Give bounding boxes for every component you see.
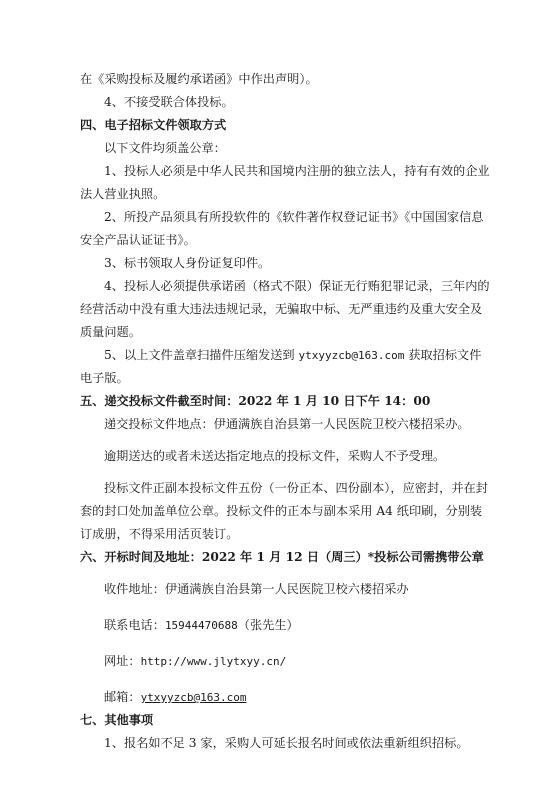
text-line: 4、不接受联合体投标。	[104, 95, 234, 109]
email-link[interactable]: ytxyyzcb@163.com	[298, 349, 405, 362]
text-segment: （张先生）	[237, 618, 299, 632]
text-segment: 网址：	[104, 654, 141, 668]
requirement-5	[80, 344, 492, 390]
requirement-1: 1、投标人必须是中华人民共和国境内注册的独立法人，持有有效的企业法人营业执照。	[80, 164, 490, 201]
requirement-2: 2、所投产品须具有所投软件的《软件著作权登记证书》《中国国家信息安全产品认证证书》。	[80, 210, 484, 247]
text-segment: 5、以上文件盖章扫描件压缩发送到	[104, 348, 299, 362]
copies-note: 投标文件正副本投标文件五份（一份正本、四份副本），应密封，并在封套的封口处加盖单位公章。投标文件的正本与副本采用 A4 纸印刷，分别装订成册，不得采用活页装订。	[80, 481, 488, 541]
text-line: 在《采购投标及履约承诺函》中作出声明）。	[80, 72, 318, 86]
section-heading-7: 七、其他事项	[80, 713, 154, 727]
text-segment: 联系电话：	[104, 618, 165, 632]
phone-number: 15944470688	[164, 619, 238, 632]
late-submission-note: 逾期送达的或者未送达指定地点的投标文件，采购人不予受理。	[104, 449, 446, 463]
requirement-3: 3、标书领取人身份证复印件。	[104, 256, 271, 270]
website-link[interactable]: http://www.jlytxyy.cn/	[140, 655, 287, 668]
section-heading-5: 五、递交投标文件截至时间：2022 年 1 月 10 日下午 14：00	[80, 394, 431, 408]
email-link[interactable]: ytxyyzcb@163.com	[140, 691, 247, 704]
receiving-address: 收件地址：伊通满族自治县第一人民医院卫校六楼招采办	[104, 582, 409, 596]
requirement-4: 4、投标人必须提供承诺函（格式不限）保证无行贿犯罪记录，三年内的经营活动中没有重大违法违规记录，无骗取中标、无严重违约及重大安全及质量问题。	[80, 279, 490, 339]
submission-location: 递交投标文件地点：伊通满族自治县第一人民医院卫校六楼招采办。	[104, 417, 470, 431]
text-segment: 邮箱：	[104, 690, 141, 704]
email-line	[80, 686, 492, 709]
contact-phone	[80, 614, 492, 637]
text-line: 以下文件均须盖公章：	[104, 141, 226, 155]
text-segment: 获取招标文件电子版。	[80, 348, 482, 385]
section-heading-4: 四、电子招标文件领取方式	[80, 118, 227, 132]
other-item-1: 1、报名如不足 3 家，采购人可延长报名时间或依法重新组织招标。	[104, 736, 469, 750]
website-line	[80, 650, 492, 673]
section-heading-6: 六、开标时间及地址：2022 年 1 月 12 日（周三）*投标公司需携带公章	[80, 550, 484, 564]
